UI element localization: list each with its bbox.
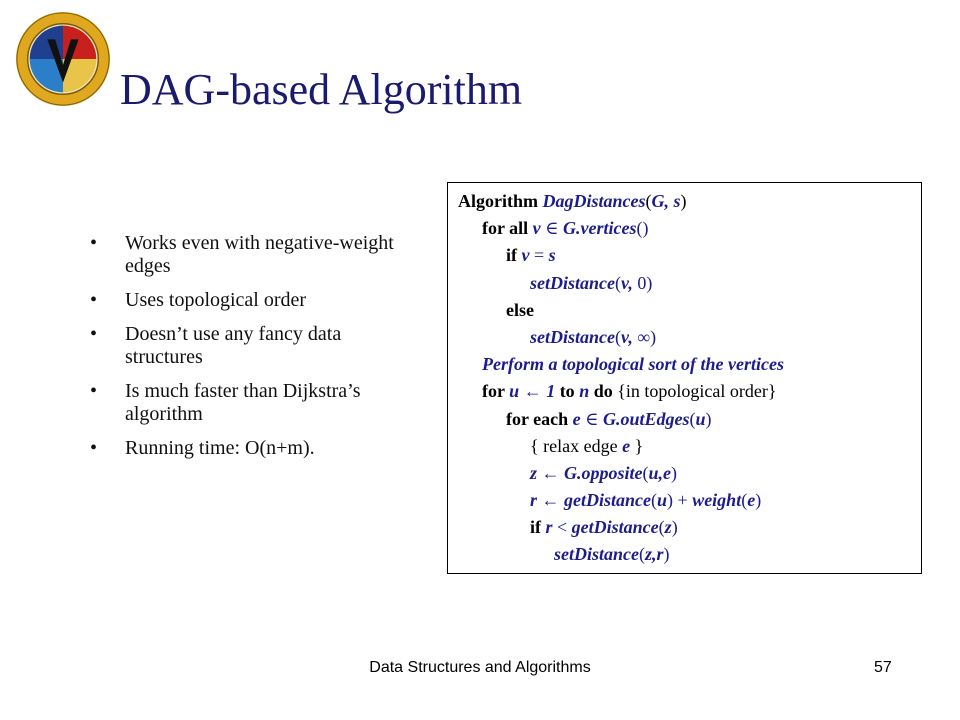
algorithm-token: if xyxy=(506,245,522,266)
algorithm-token: e xyxy=(622,435,635,456)
bullet-text: Running time: O(n+m). xyxy=(125,437,315,459)
algorithm-token: = xyxy=(534,245,549,266)
algorithm-token: Perform a topological sort of the vertices xyxy=(482,354,784,375)
algorithm-token: G.opposite xyxy=(564,462,643,483)
bullet-dot: • xyxy=(90,380,98,402)
algorithm-token: u xyxy=(657,490,668,511)
algorithm-token: ( xyxy=(741,490,748,511)
institute-logo xyxy=(14,10,112,108)
algorithm-token: do xyxy=(593,381,613,402)
algorithm-token: 0) xyxy=(637,272,653,293)
algorithm-token: ← xyxy=(541,490,565,511)
algorithm-token: ( xyxy=(658,517,665,538)
algorithm-token: n xyxy=(579,381,594,402)
algorithm-token: } xyxy=(634,435,644,456)
algorithm-token: {in topological order} xyxy=(612,381,777,402)
algorithm-line xyxy=(458,351,921,378)
algorithm-token: r xyxy=(545,517,558,538)
algorithm-token: setDistance xyxy=(530,326,615,347)
algorithm-token: G.outEdges xyxy=(602,408,690,429)
algorithm-token: ) xyxy=(755,490,762,511)
algorithm-box xyxy=(447,182,922,574)
algorithm-token: { relax edge xyxy=(530,435,623,456)
algorithm-token: if xyxy=(530,517,546,538)
algorithm-token: z xyxy=(664,517,672,538)
algorithm-line xyxy=(458,378,921,405)
algorithm-token: weight xyxy=(692,490,742,511)
bullet-text: Is much faster than Dijkstra’s algorithm xyxy=(125,380,361,425)
page-number: 57 xyxy=(874,659,892,676)
algorithm-line xyxy=(458,297,921,324)
algorithm-line xyxy=(458,487,921,514)
bullet-item xyxy=(90,437,410,460)
algorithm-token: u,e xyxy=(648,462,672,483)
bullet-text: Uses topological order xyxy=(125,289,307,311)
algorithm-line xyxy=(458,433,921,460)
slide-title: DAG-based Algorithm xyxy=(120,65,523,114)
algorithm-token: setDistance xyxy=(530,272,615,293)
bullet-dot: • xyxy=(90,289,98,311)
algorithm-token: ) xyxy=(663,544,670,565)
algorithm-token: DagDistances xyxy=(542,191,646,211)
algorithm-token: ) xyxy=(680,191,687,211)
bullet-dot: • xyxy=(90,323,98,345)
algorithm-token: getDistance xyxy=(564,490,652,511)
algorithm-token: for xyxy=(482,381,510,402)
algorithm-token: v, xyxy=(621,272,638,293)
algorithm-token: for all xyxy=(482,218,533,239)
bullet-item xyxy=(90,289,410,312)
algorithm-token: ∞) xyxy=(637,326,657,347)
algorithm-line xyxy=(458,242,921,269)
algorithm-token: () xyxy=(636,218,649,239)
bullet-item xyxy=(90,232,410,278)
algorithm-line xyxy=(458,460,921,487)
algorithm-token: ) xyxy=(671,462,678,483)
algorithm-line xyxy=(458,324,921,351)
algorithm-token: G.vertices xyxy=(563,218,637,239)
algorithm-token: ( xyxy=(639,544,645,565)
algorithm-token: z,r xyxy=(645,544,664,565)
algorithm-token: u xyxy=(509,381,524,402)
algorithm-token: s xyxy=(548,245,556,266)
algorithm-line xyxy=(458,215,921,242)
algorithm-token: ( xyxy=(689,408,696,429)
algorithm-token: r xyxy=(530,490,542,511)
algorithm-token: ← xyxy=(541,462,565,483)
algorithm-token: 1 xyxy=(546,381,560,402)
algorithm-token: ) + xyxy=(667,490,693,511)
algorithm-token: ← xyxy=(523,381,547,402)
algorithm-token: ( xyxy=(651,490,658,511)
algorithm-line xyxy=(458,188,921,215)
algorithm-token: ( xyxy=(642,462,649,483)
algorithm-token: ( xyxy=(615,326,621,347)
algorithm-line xyxy=(458,270,921,297)
algorithm-token: u xyxy=(695,408,706,429)
algorithm-line xyxy=(458,541,921,568)
algorithm-token: ( xyxy=(645,191,652,211)
algorithm-token: getDistance xyxy=(571,517,659,538)
algorithm-token: z xyxy=(530,462,542,483)
algorithm-token: ) xyxy=(671,517,678,538)
algorithm-token: Algorithm xyxy=(458,191,543,211)
algorithm-token: ∈ xyxy=(585,408,603,429)
algorithm-token: v xyxy=(532,218,546,239)
bullet-list xyxy=(90,232,410,471)
bullet-text: Works even with negative-weight edges xyxy=(125,232,394,277)
algorithm-token: < xyxy=(557,517,572,538)
algorithm-token: ( xyxy=(615,272,621,293)
bullet-text: Doesn’t use any fancy data structures xyxy=(125,323,342,368)
algorithm-token: ∈ xyxy=(545,218,563,239)
algorithm-token: v xyxy=(521,245,534,266)
algorithm-line xyxy=(458,406,921,433)
footer-text: Data Structures and Algorithms xyxy=(369,659,591,676)
algorithm-token: ) xyxy=(705,408,712,429)
algorithm-token: e xyxy=(572,408,586,429)
bullet-item xyxy=(90,323,410,369)
algorithm-token: else xyxy=(506,299,534,320)
algorithm-token: setDistance xyxy=(554,544,639,565)
algorithm-token: e xyxy=(747,490,756,511)
bullet-dot: • xyxy=(90,437,98,459)
bullet-item xyxy=(90,380,410,426)
algorithm-token: G, s xyxy=(651,191,681,211)
bullet-dot: • xyxy=(90,232,98,254)
algorithm-token: to xyxy=(559,381,580,402)
algorithm-line xyxy=(458,514,921,541)
algorithm-token: for each xyxy=(506,408,573,429)
algorithm-token: v, xyxy=(621,326,638,347)
